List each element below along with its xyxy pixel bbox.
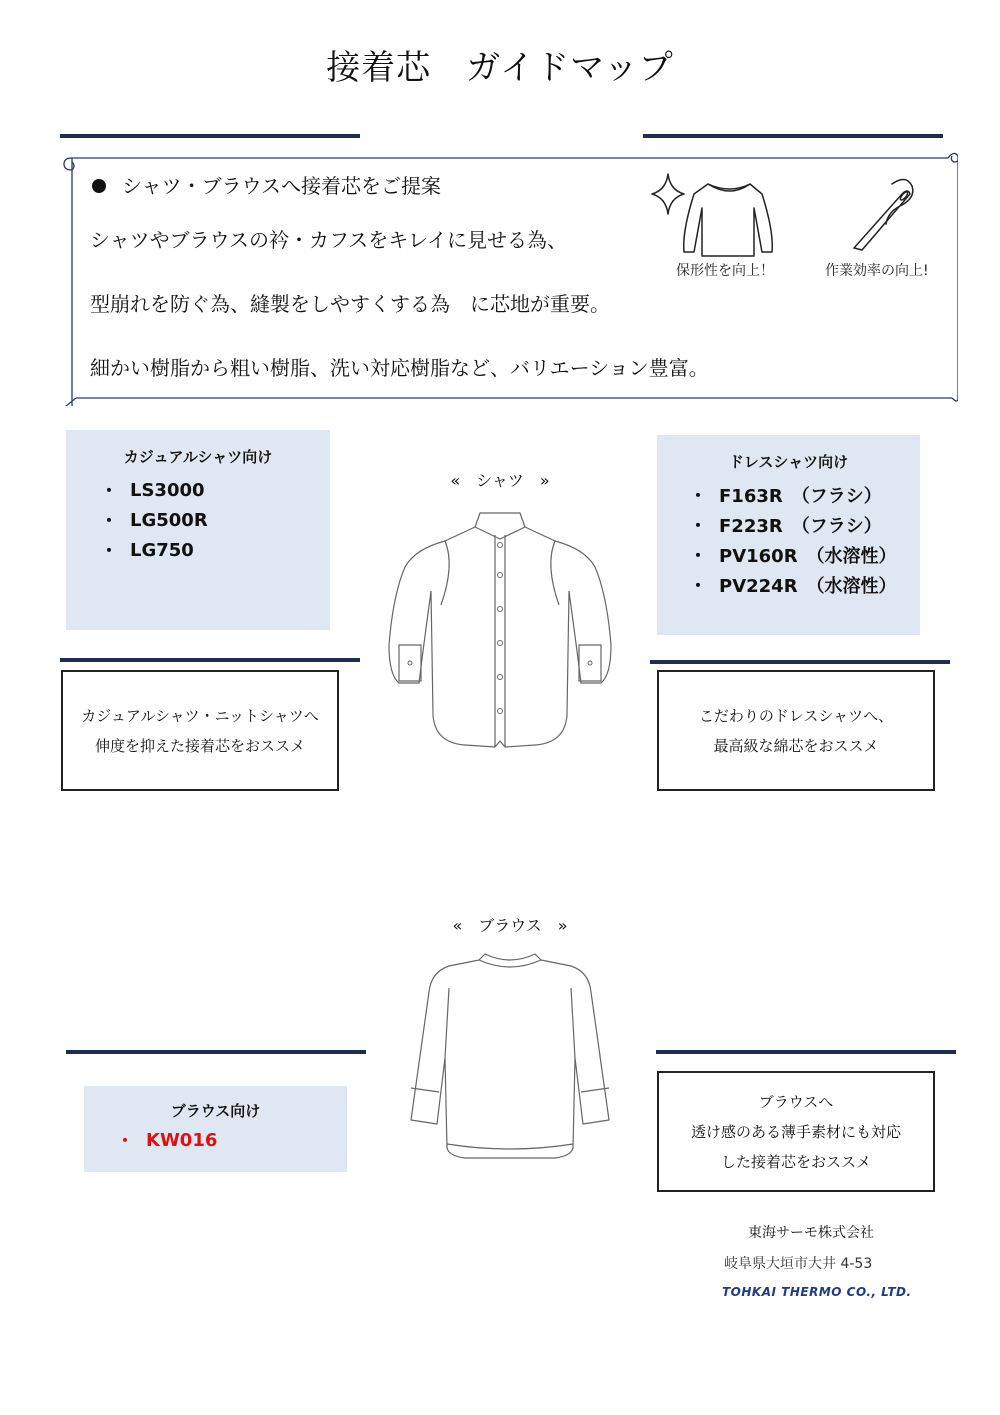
dress-recommendation-box	[657, 670, 935, 791]
list-item: ・ LG500R	[100, 509, 208, 532]
page-title: 接着芯 ガイドマップ	[326, 48, 674, 88]
list-item: ・ PV160R （水溶性）	[689, 546, 897, 567]
blouse-label: « ブラウス »	[452, 916, 568, 935]
blouse-note-line-3: した接着芯をおススメ	[720, 1152, 871, 1171]
blouse-product-list	[116, 1125, 347, 1155]
list-item: ・ PV224R （水溶性）	[689, 576, 897, 597]
shirt-illustration	[385, 505, 615, 755]
blouse-panel	[84, 1086, 347, 1172]
shape-retention-caption: 保形性を向上！	[676, 263, 774, 279]
dress-panel-heading: ドレスシャツ向け	[728, 453, 849, 471]
list-item: ・ LG750	[100, 539, 194, 562]
dress-note-line-2: 最高級な綿芯をおススメ	[713, 736, 879, 755]
divider-right	[643, 134, 943, 138]
list-item: ・ F223R （フラシ）	[689, 516, 882, 537]
dress-product-list	[689, 480, 920, 600]
company-address: 岐阜県大垣市大井 4-53	[724, 1256, 873, 1272]
bullet-dot-icon	[92, 179, 106, 193]
divider-blouse-right	[656, 1050, 956, 1054]
divider-blouse-left	[66, 1050, 366, 1054]
dress-note-line-1: こだわりのドレスシャツへ、	[698, 706, 894, 725]
blouse-note-line-2: 透け感のある薄手素材にも対応	[690, 1122, 901, 1141]
blouse-panel-heading: ブラウス向け	[170, 1102, 261, 1120]
intro-line-1: シャツやブラウスの衿・カフスをキレイに見せる為、	[90, 228, 567, 252]
list-item: ・ LS3000	[100, 479, 205, 502]
needle-thread-icon	[840, 176, 940, 256]
divider-dress	[650, 660, 950, 664]
intro-heading: シャツ・ブラウスへ接着芯をご提案	[122, 174, 441, 198]
company-name: 東海サーモ株式会社	[748, 1225, 874, 1241]
company-logo: TOHKAI THERMO CO., LTD.	[722, 1285, 912, 1299]
intro-heading-row	[90, 174, 650, 198]
blouse-note-line-1: ブラウスへ	[758, 1092, 834, 1111]
casual-note-line-2: 伸度を抑えた接着芯をおススメ	[94, 736, 305, 755]
intro-text	[90, 174, 709, 420]
blouse-recommendation-box	[657, 1071, 935, 1192]
intro-line-3: 細かい樹脂から粗い樹脂、洗い対応樹脂など、バリエーション豊富。	[90, 356, 709, 380]
list-item: ・ KW016	[116, 1129, 218, 1152]
casual-shirt-panel	[66, 430, 330, 630]
casual-panel-heading: カジュアルシャツ向け	[123, 448, 273, 466]
divider-casual	[60, 658, 360, 662]
efficiency-feature	[820, 176, 950, 279]
sparkle-sweater-icon	[650, 172, 780, 262]
shirt-label: « シャツ »	[450, 471, 550, 490]
shape-retention-feature	[650, 172, 780, 282]
casual-note-line-1: カジュアルシャツ・ニットシャツへ	[81, 706, 319, 725]
casual-product-list	[100, 475, 330, 565]
list-item: ・ F163R （フラシ）	[689, 486, 882, 507]
dress-shirt-panel	[657, 435, 920, 635]
efficiency-caption: 作業効率の向上!	[825, 263, 929, 279]
blouse-illustration	[405, 948, 615, 1178]
casual-recommendation-box	[61, 670, 339, 791]
divider-left	[60, 134, 360, 138]
intro-line-2: 型崩れを防ぐ為、縫製をしやすくする為 に芯地が重要。	[90, 292, 610, 316]
